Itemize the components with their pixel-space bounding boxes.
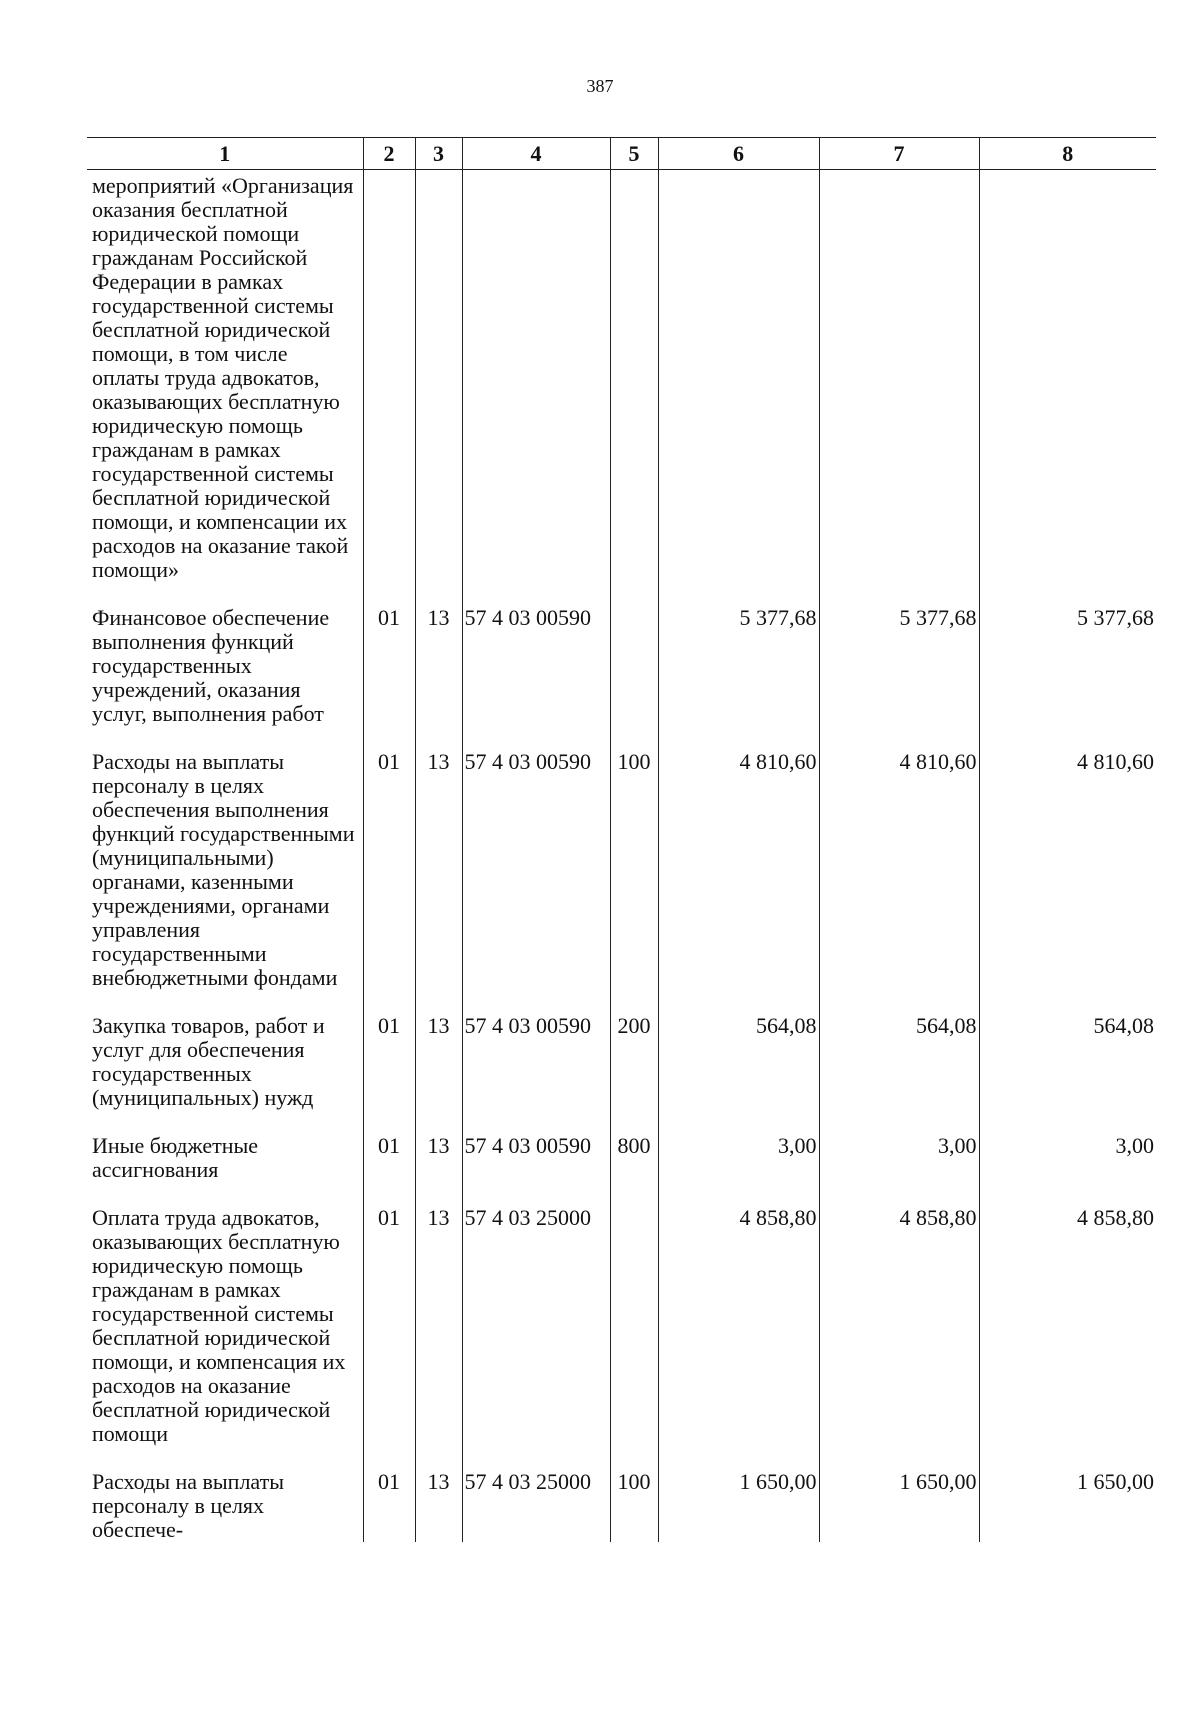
- table-row: [87, 1198, 1156, 1462]
- cell-amount-col6: 1 650,00: [658, 1462, 819, 1542]
- table-row: [87, 1126, 1156, 1198]
- cell-expense-type: [610, 170, 658, 599]
- cell-amount-col6: 5 377,68: [658, 598, 819, 742]
- row-description: мероприятий «Организация оказания бесплатной юридической помощи гражданам Российской Федерации в рамках государственной системы бесплатной юридической помощи, в том числе оплаты труда адвокатов, оказывающих бесплатную юридическую помощь гражданам в рамках государственной системы бесплатной юридической помощи, и компенсации их расходов на оказание такой помощи»: [92, 173, 354, 582]
- cell-subsection: 13: [415, 742, 462, 1006]
- row-description: Финансовое обеспечение выполнения функций государственных учреждений, оказания услуг, выполнения работ: [92, 605, 330, 726]
- table-row: [87, 170, 1156, 599]
- cell-subsection: 13: [415, 1462, 462, 1542]
- cell-target-code: 57 4 03 25000: [462, 1198, 610, 1462]
- cell-amount-col6: 3,00: [658, 1126, 819, 1198]
- cell-expense-type: 200: [610, 1006, 658, 1126]
- page-number: 387: [586, 76, 614, 96]
- cell-target-code: 57 4 03 00590: [462, 742, 610, 1006]
- cell-amount-col7: 564,08: [819, 1006, 979, 1126]
- cell-amount-col8: 5 377,68: [979, 598, 1156, 742]
- cell-amount-col8: 3,00: [979, 1126, 1156, 1198]
- cell-amount-col7: 4 810,60: [819, 742, 979, 1006]
- cell-subsection: [415, 170, 462, 599]
- table-header-row: [87, 138, 1156, 170]
- table-row: [87, 742, 1156, 1006]
- cell-subsection: 13: [415, 1126, 462, 1198]
- cell-amount-col6: 564,08: [658, 1006, 819, 1126]
- cell-target-code: [462, 170, 610, 599]
- cell-amount-col6: 4 858,80: [658, 1198, 819, 1462]
- table-row: [87, 598, 1156, 742]
- cell-amount-col7: 1 650,00: [819, 1462, 979, 1542]
- cell-amount-col8: 1 650,00: [979, 1462, 1156, 1542]
- cell-expense-type: [610, 598, 658, 742]
- header-col-4: 4: [462, 138, 610, 170]
- header-col-1: 1: [87, 138, 363, 170]
- header-col-7: 7: [819, 138, 979, 170]
- cell-amount-col8: 564,08: [979, 1006, 1156, 1126]
- header-col-2: 2: [363, 138, 415, 170]
- cell-amount-col8: [979, 170, 1156, 599]
- cell-amount-col8: 4 858,80: [979, 1198, 1156, 1462]
- row-description: Закупка товаров, работ и услуг для обеспечения государственных (муниципальных) нужд: [92, 1013, 325, 1110]
- cell-expense-type: 100: [610, 1462, 658, 1542]
- cell-section: 01: [363, 1198, 415, 1462]
- row-description: Расходы на выплаты персоналу в целях обеспечения выполнения функций государственными (муниципальными) органами, казенными учреждениями, органами управления государственными внебюджетными фондами: [92, 749, 355, 990]
- table-row: [87, 1006, 1156, 1126]
- cell-target-code: 57 4 03 00590: [462, 1006, 610, 1126]
- cell-section: 01: [363, 742, 415, 1006]
- cell-target-code: 57 4 03 25000: [462, 1462, 610, 1542]
- cell-amount-col7: 3,00: [819, 1126, 979, 1198]
- cell-target-code: 57 4 03 00590: [462, 598, 610, 742]
- header-col-3: 3: [415, 138, 462, 170]
- header-col-5: 5: [610, 138, 658, 170]
- cell-section: 01: [363, 1462, 415, 1542]
- header-col-6: 6: [658, 138, 819, 170]
- cell-amount-col7: 5 377,68: [819, 598, 979, 742]
- cell-expense-type: 100: [610, 742, 658, 1006]
- cell-subsection: 13: [415, 1198, 462, 1462]
- cell-amount-col8: 4 810,60: [979, 742, 1156, 1006]
- header-col-8: 8: [979, 138, 1156, 170]
- cell-target-code: 57 4 03 00590: [462, 1126, 610, 1198]
- cell-expense-type: [610, 1198, 658, 1462]
- cell-amount-col7: 4 858,80: [819, 1198, 979, 1462]
- row-description: Иные бюджетные ассигнования: [92, 1133, 259, 1182]
- cell-section: 01: [363, 598, 415, 742]
- cell-expense-type: 800: [610, 1126, 658, 1198]
- row-description: Оплата труда адвокатов, оказывающих бесплатную юридическую помощь гражданам в рамках государственной системы бесплатной юридической помощи, и компенсация их расходов на оказание бесплатной юридической помощи: [92, 1205, 346, 1446]
- budget-table: [87, 137, 1156, 1542]
- row-description: Расходы на выплаты персоналу в целях обеспече-: [92, 1469, 285, 1542]
- cell-subsection: 13: [415, 598, 462, 742]
- cell-amount-col6: [658, 170, 819, 599]
- cell-section: 01: [363, 1006, 415, 1126]
- table-row: [87, 1462, 1156, 1542]
- cell-amount-col6: 4 810,60: [658, 742, 819, 1006]
- cell-amount-col7: [819, 170, 979, 599]
- cell-section: [363, 170, 415, 599]
- cell-section: 01: [363, 1126, 415, 1198]
- cell-subsection: 13: [415, 1006, 462, 1126]
